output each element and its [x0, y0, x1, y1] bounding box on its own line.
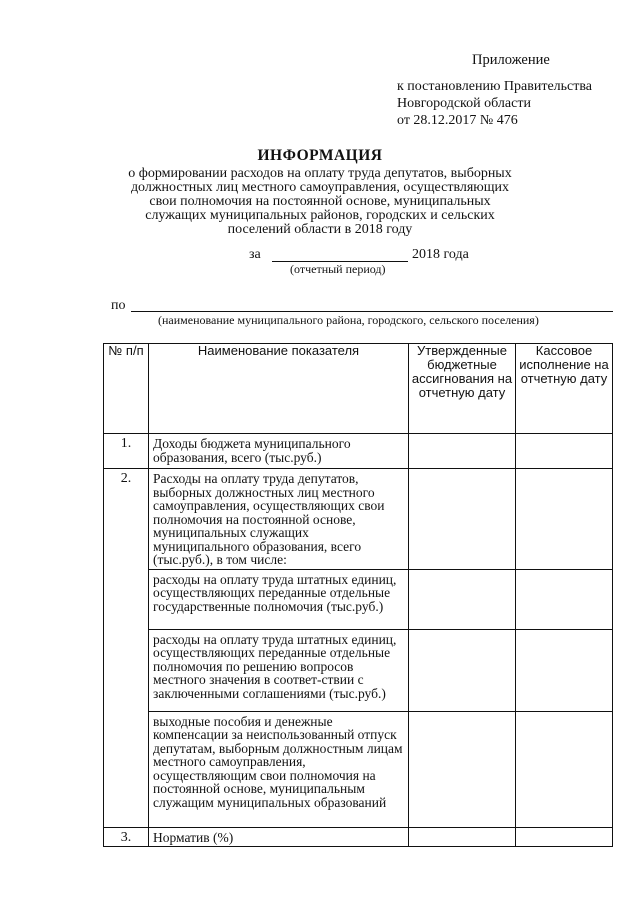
row-name: Расходы на оплату труда депутатов, выборных должностных лиц местного самоуправления, осуществляющих свои полномочия на постоянной основе, муниципальных служащих муниципального образования, всего (тыс.руб.), в том числе:	[149, 469, 409, 570]
table-row	[104, 469, 613, 570]
header-approved: Утвержденные бюджетные ассигнования на отчетную дату	[409, 344, 516, 434]
executed-cell[interactable]	[516, 827, 613, 847]
period-suffix: 2018 года	[412, 247, 469, 262]
resolution-line-3: от 28.12.2017 № 476	[397, 113, 518, 128]
table-row	[104, 629, 613, 711]
approved-cell[interactable]	[409, 569, 516, 629]
table-row	[104, 711, 613, 827]
executed-cell[interactable]	[516, 711, 613, 827]
approved-cell[interactable]	[409, 434, 516, 469]
executed-cell[interactable]	[516, 434, 613, 469]
row-name: расходы на оплату труда штатных единиц, осуществляющих переданные отдельные полномочия по решению вопросов местного значения в соответ-ствии с заключенными соглашениями (тыс.руб.)	[149, 629, 409, 711]
row-num: 2.	[104, 469, 149, 828]
header-executed: Кассовое исполнение на отчетную дату	[516, 344, 613, 434]
document-subtitle: о формировании расходов на оплату труда депутатов, выборных должностных лиц местного самоуправления, осуществляющих свои полномочия на постоянной основе, муниципальных служащих муниципальных районов, городских и сельских поселений области в 2018 году	[128, 166, 512, 237]
table-row	[104, 569, 613, 629]
table-header-row	[104, 344, 613, 434]
row-name: расходы на оплату труда штатных единиц, осуществляющих переданные отдельные государственные полномочия (тыс.руб.)	[149, 569, 409, 629]
entity-prefix: по	[111, 298, 126, 313]
table-row	[104, 827, 613, 847]
row-name: выходные пособия и денежные компенсации за неиспользованный отпуск депутатам, выборным должностным лицам местного самоуправления, осуществляющим свои полномочия на постоянной основе, муниципальным служащим муниципальных образований	[149, 711, 409, 827]
row-num: 3.	[104, 827, 149, 847]
resolution-line-1: к постановлению Правительства	[397, 79, 593, 94]
table-row	[104, 434, 613, 469]
entity-input-line[interactable]	[131, 311, 613, 312]
resolution-line-2: Новгородской области	[397, 96, 531, 111]
approved-cell[interactable]	[409, 629, 516, 711]
executed-cell[interactable]	[516, 469, 613, 570]
row-name: Доходы бюджета муниципального образования, всего (тыс.руб.)	[149, 434, 409, 469]
header-num: № п/п	[104, 344, 149, 434]
appendix-label: Приложение	[472, 52, 550, 68]
row-num: 1.	[104, 434, 149, 469]
entity-caption: (наименование муниципального района, городского, сельского поселения)	[158, 313, 539, 327]
header-name: Наименование показателя	[149, 344, 409, 434]
period-caption: (отчетный период)	[290, 262, 386, 276]
approved-cell[interactable]	[409, 469, 516, 570]
approved-cell[interactable]	[409, 827, 516, 847]
executed-cell[interactable]	[516, 629, 613, 711]
approved-cell[interactable]	[409, 711, 516, 827]
indicators-table	[103, 343, 613, 847]
row-name: Норматив (%)	[149, 827, 409, 847]
document-title: ИНФОРМАЦИЯ	[257, 147, 383, 164]
period-prefix: за	[249, 247, 261, 262]
executed-cell[interactable]	[516, 569, 613, 629]
